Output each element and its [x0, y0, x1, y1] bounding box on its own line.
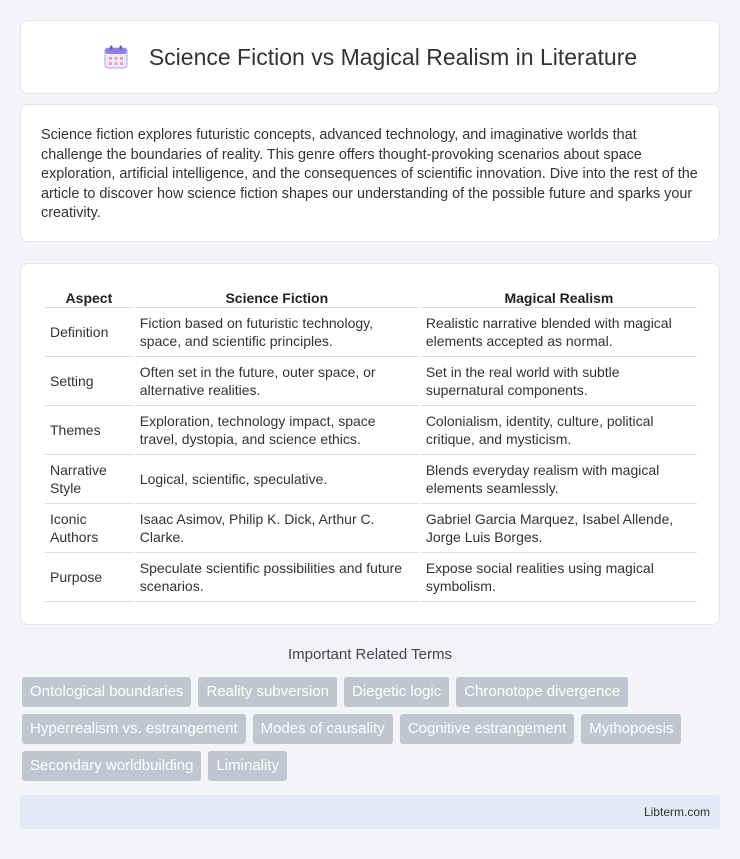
- row-aspect: Iconic Authors: [45, 504, 133, 553]
- related-term-tag[interactable]: Secondary worldbuilding: [22, 751, 201, 781]
- intro-card: [20, 104, 720, 242]
- footer-brand-link[interactable]: Libterm.com: [643, 805, 710, 819]
- row-magical-realism: Gabriel Garcia Marquez, Isabel Allende, Jorge Luis Borges.: [421, 504, 697, 553]
- row-magical-realism: Colonialism, identity, culture, political critique, and mysticism.: [421, 406, 697, 455]
- related-term-tag[interactable]: Reality subversion: [198, 677, 337, 707]
- row-aspect: Themes: [45, 406, 133, 455]
- row-aspect: Setting: [45, 357, 133, 406]
- row-magical-realism: Realistic narrative blended with magical elements accepted as normal.: [421, 308, 697, 357]
- table-row: [45, 357, 697, 406]
- row-science-fiction: Often set in the future, outer space, or alternative realities.: [135, 357, 419, 406]
- footer: [20, 795, 720, 829]
- related-terms-list: [22, 677, 722, 781]
- header-magical-realism: Magical Realism: [421, 286, 697, 308]
- row-magical-realism: Set in the real world with subtle supernatural components.: [421, 357, 697, 406]
- related-term-tag[interactable]: Mythopoesis: [581, 714, 681, 744]
- row-aspect: Purpose: [45, 553, 133, 602]
- row-science-fiction: Isaac Asimov, Philip K. Dick, Arthur C. Clarke.: [135, 504, 419, 553]
- row-aspect: Definition: [45, 308, 133, 357]
- row-magical-realism: Expose social realities using magical symbolism.: [421, 553, 697, 602]
- table-row: [45, 504, 697, 553]
- table-row: [45, 553, 697, 602]
- row-science-fiction: Logical, scientific, speculative.: [135, 455, 419, 504]
- related-term-tag[interactable]: Ontological boundaries: [22, 677, 191, 707]
- page-title: Science Fiction vs Magical Realism in Literature: [148, 43, 638, 70]
- row-science-fiction: Exploration, technology impact, space travel, dystopia, and science ethics.: [135, 406, 419, 455]
- row-science-fiction: Speculate scientific possibilities and future scenarios.: [135, 553, 419, 602]
- row-aspect: Narrative Style: [45, 455, 133, 504]
- table-header-row: [45, 286, 697, 308]
- calendar-icon: [103, 44, 129, 70]
- table-row: [45, 406, 697, 455]
- related-term-tag[interactable]: Hyperrealism vs. estrangement: [22, 714, 246, 744]
- related-term-tag[interactable]: Modes of causality: [253, 714, 393, 744]
- intro-paragraph: Science fiction explores futuristic concepts, advanced technology, and imaginative worlds that challenge the boundaries of reality. This genre offers thought-provoking scenarios about space exploration, artificial intelligence, and the consequences of scientific innovation. Dive into the rest of the article to discover how science fiction shapes our understanding of the possible future and sparks your creativity.: [41, 127, 698, 221]
- header-aspect: Aspect: [45, 286, 133, 308]
- related-terms-title: Important Related Terms: [288, 646, 452, 663]
- title-card: [20, 20, 720, 94]
- row-science-fiction: Fiction based on futuristic technology, space, and scientific principles.: [135, 308, 419, 357]
- related-term-tag[interactable]: Diegetic logic: [344, 677, 449, 707]
- related-term-tag[interactable]: Chronotope divergence: [456, 677, 628, 707]
- comparison-card: [20, 263, 720, 625]
- row-magical-realism: Blends everyday realism with magical elements seamlessly.: [421, 455, 697, 504]
- comparison-table: [43, 286, 699, 602]
- header-science-fiction: Science Fiction: [135, 286, 419, 308]
- table-row: [45, 455, 697, 504]
- table-row: [45, 308, 697, 357]
- related-term-tag[interactable]: Liminality: [208, 751, 287, 781]
- related-term-tag[interactable]: Cognitive estrangement: [400, 714, 574, 744]
